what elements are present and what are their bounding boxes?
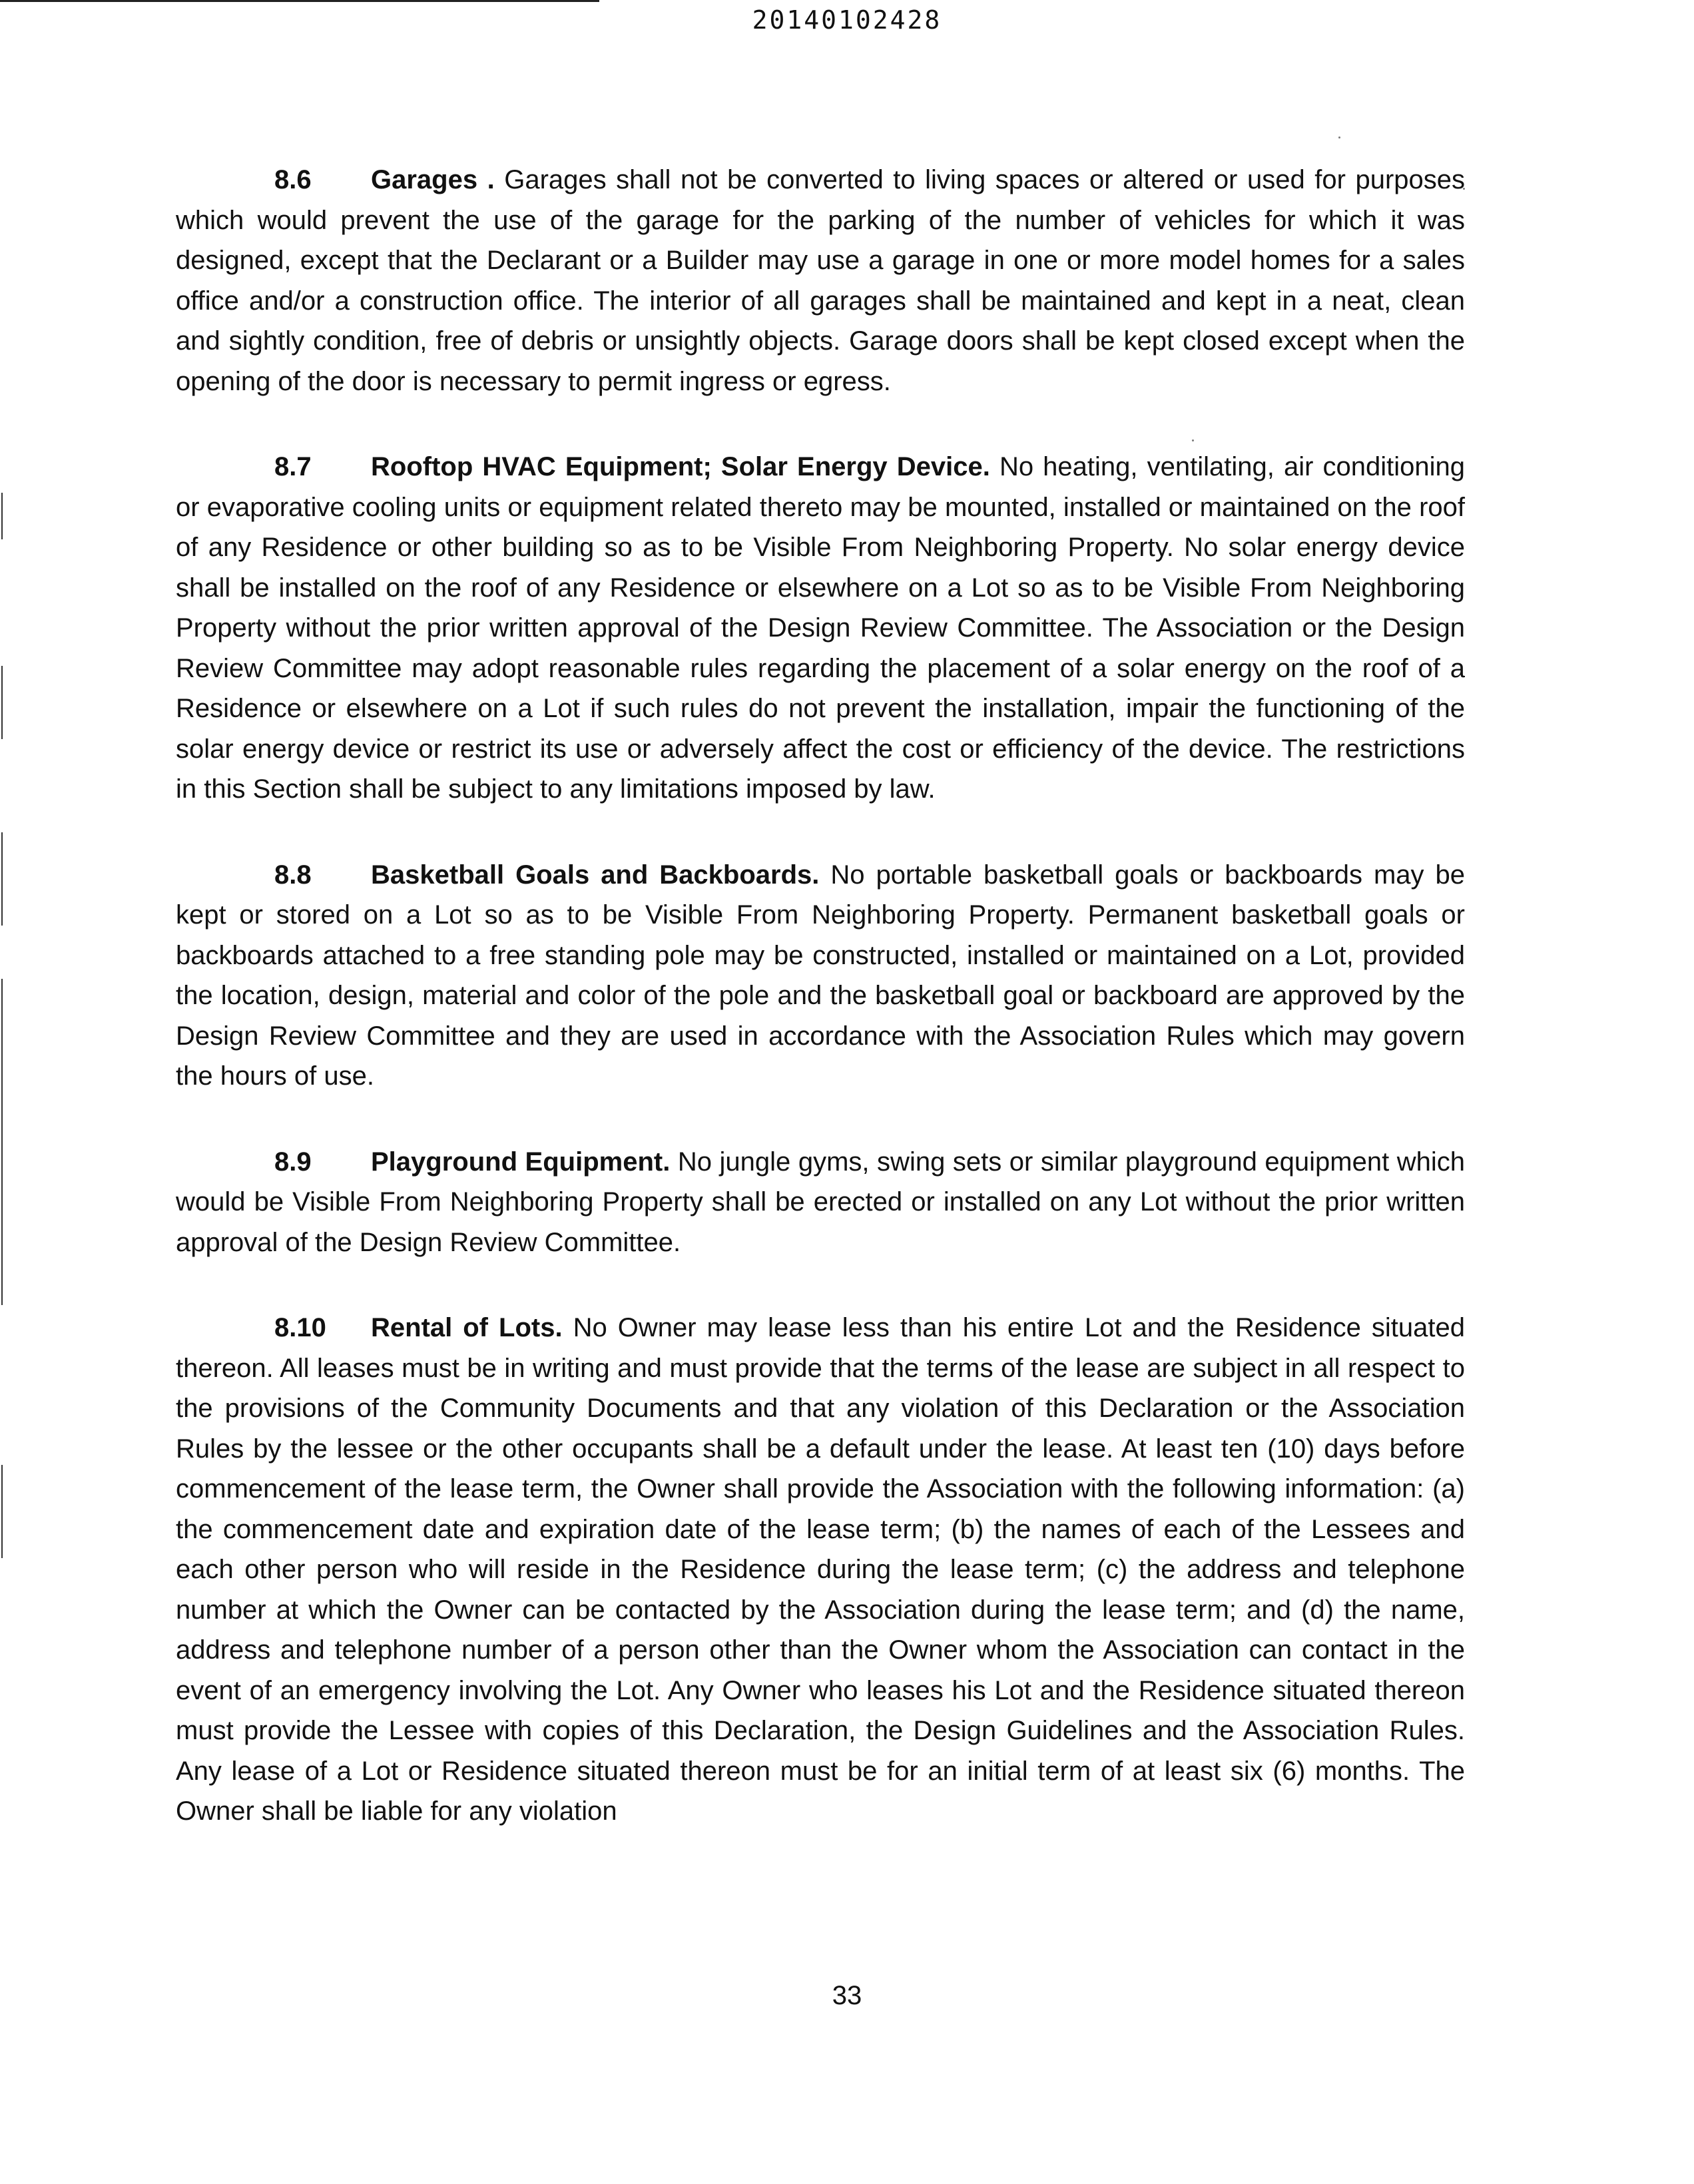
section-title: Rooftop HVAC Equipment; Solar Energy Device.: [371, 452, 990, 481]
section-text: No jungle gyms, swing sets or similar playground equipment which would be Visible From Neighboring Property shall be erected or installed on any Lot without the prior written approval of the Design Review Committee.: [176, 1147, 1465, 1257]
scan-edge-mark: [1, 666, 3, 739]
scan-edge-mark: [1, 979, 3, 1305]
section-number: 8.7: [274, 452, 312, 481]
section-text: No portable basketball goals or backboards may be kept or stored on a Lot so as to be Visible From Neighboring Property. Permanent basketball goals or backboards attached to a free standing pole may be constructed, installed or maintained on a Lot, provided the location, design, material and color of the pole and the basketball goal or backboard are approved by the Design Review Committee and they are used in accordance with the Association Rules which may govern the hours of use.: [176, 860, 1465, 1091]
scan-edge-mark: [1, 493, 3, 539]
section-8-9: [176, 1142, 1465, 1263]
section-number: 8.10: [274, 1313, 326, 1342]
top-border-line: [0, 0, 599, 2]
section-text: Garages shall not be converted to living spaces or altered or used for purposes which would prevent the use of the garage for the parking of the number of vehicles for which it was designed, except that the Declarant or a Builder may use a garage in one or more model homes for a sales office and/or a construction office. The interior of all garages shall be maintained and kept in a neat, clean and sightly condition, free of debris or unsightly objects. Garage doors shall be kept closed except when the opening of the door is necessary to permit ingress or egress.: [176, 165, 1465, 396]
section-8-8: [176, 855, 1465, 1097]
section-number: 8.6: [274, 165, 312, 194]
page-number: 33: [832, 1981, 862, 2010]
section-number: 8.9: [274, 1147, 312, 1177]
section-8-7: [176, 447, 1465, 810]
section-title: Rental of Lots.: [371, 1313, 563, 1342]
section-number: 8.8: [274, 860, 312, 890]
section-8-10: [176, 1308, 1465, 1832]
scan-speck: [1338, 136, 1340, 138]
section-title: Basketball Goals and Backboards.: [371, 860, 820, 890]
section-8-6: [176, 160, 1465, 402]
section-text: No heating, ventilating, air conditioning or evaporative cooling units or equipment related thereto may be mounted, installed or maintained on the roof of any Residence or other building so as to be Visible From Neighboring Property. No solar energy device shall be installed on the roof of any Residence or elsewhere on a Lot so as to be Visible From Neighboring Property without the prior written approval of the Design Review Committee. The Association or the Design Review Committee may adopt reasonable rules regarding the placement of a solar energy on the roof of a Residence or elsewhere on a Lot if such rules do not prevent the installation, impair the functioning of the solar energy device or restrict its use or adversely affect the cost or efficiency of the device. The restrictions in this Section shall be subject to any limitations imposed by law.: [176, 452, 1465, 804]
scan-edge-mark: [1, 832, 3, 926]
section-title: Garages .: [371, 165, 495, 194]
document-body: [176, 160, 1465, 1832]
section-text: No Owner may lease less than his entire Lot and the Residence situated thereon. All leases must be in writing and must provide that the terms of the lease are subject in all respect to the provisions of the Community Documents and that any violation of this Declaration or the Association Rules by the lessee or the other occupants shall be a default under the lease. At least ten (10) days before commencement of the lease term, the Owner shall provide the Association with the following information: (a) the commencement date and expiration date of the lease term; (b) the names of each of the Lessees and each other person who will reside in the Residence during the lease term; (c) the address and telephone number at which the Owner can be contacted by the Association during the lease term; and (d) the name, address and telephone number of a person other than the Owner whom the Association can contact in the event of an emergency involving the Lot. Any Owner who leases his Lot and the Residence situated thereon must provide the Lessee with copies of this Declaration, the Design Guidelines and the Association Rules. Any lease of a Lot or Residence situated thereon must be for an initial term of at least six (6) months. The Owner shall be liable for any violation: [176, 1313, 1465, 1826]
section-title: Playground Equipment.: [371, 1147, 671, 1177]
scan-edge-mark: [1, 1465, 3, 1558]
document-number: 20140102428: [752, 5, 942, 35]
